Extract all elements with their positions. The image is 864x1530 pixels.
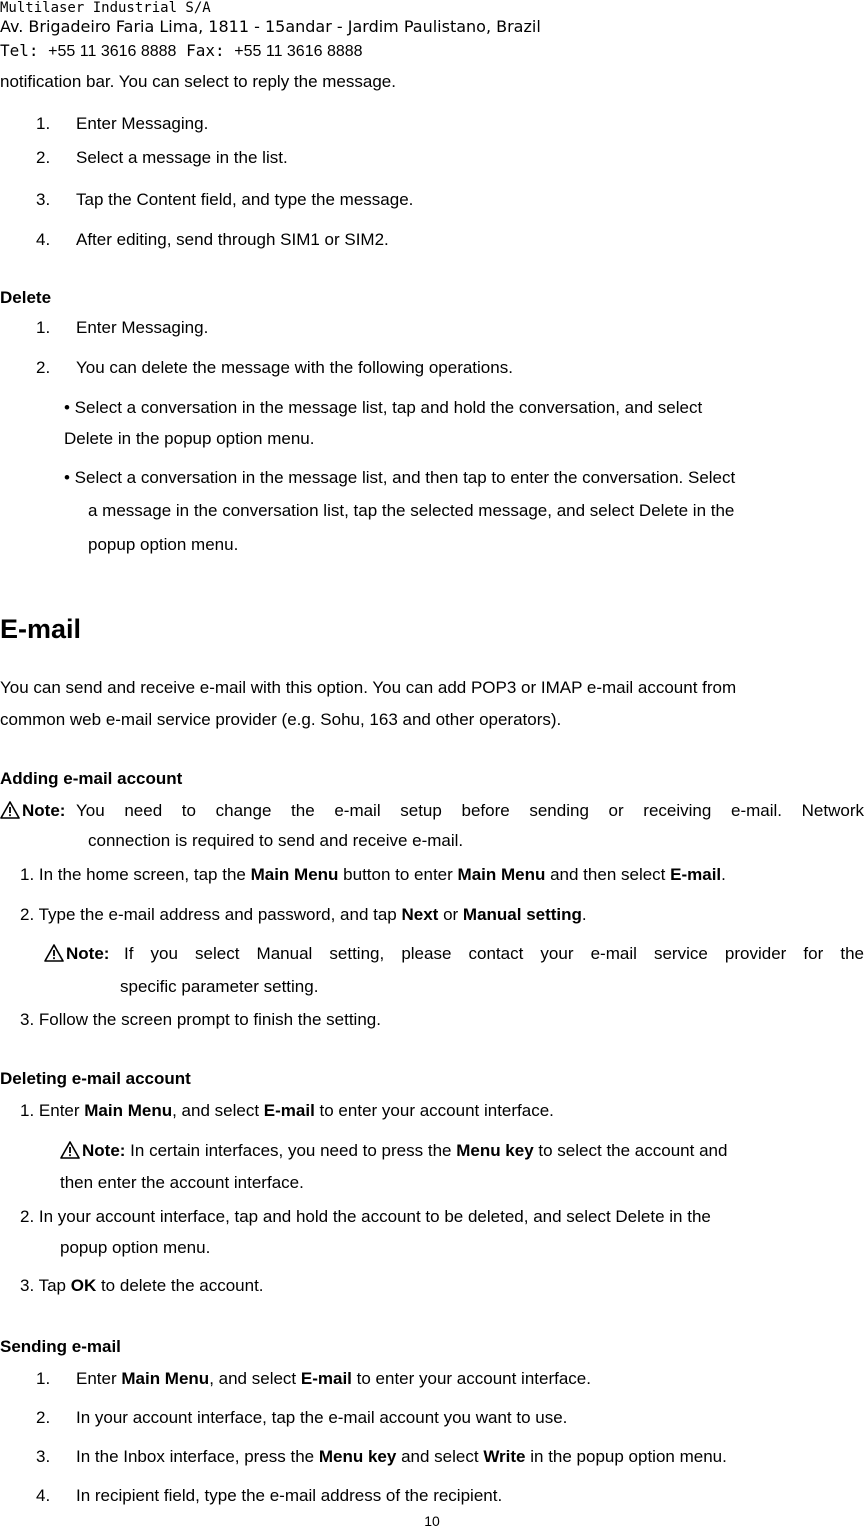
delete-bullet-line: • Select a conversation in the message list, and then tap to enter the conversation. Select <box>64 468 736 487</box>
adding-note2-line: If you select Manual setting, please contact your e-mail service provider for the <box>124 944 864 963</box>
reply-step-num: 3. <box>36 190 51 209</box>
sending-heading: Sending e-mail <box>0 1337 121 1356</box>
company-name: Multilaser Industrial S/A <box>0 0 211 16</box>
reply-step-num: 1. <box>36 114 51 133</box>
adding-note-label-row <box>0 799 65 823</box>
delete-bullet-line: Delete in the popup option menu. <box>64 429 315 448</box>
deleting-step-1: 1. Enter Main Menu, and select E-mail to enter your account interface. <box>20 1101 554 1120</box>
reply-step-text: Select a message in the list. <box>76 148 288 167</box>
delete-bullet-line: a message in the conversation list, tap the selected message, and select Delete in the <box>88 501 735 520</box>
adding-note-line: You need to change the e-mail setup before sending or receiving e-mail. Network <box>76 801 864 820</box>
note-label: Note: <box>82 1141 126 1160</box>
contact-line <box>0 40 363 63</box>
delete-bullet-line: • Select a conversation in the message list, tap and hold the conversation, and select <box>64 398 703 417</box>
deleting-account-heading: Deleting e-mail account <box>0 1069 191 1088</box>
delete-step-num: 2. <box>36 358 51 377</box>
sending-step-num: 2. <box>36 1408 51 1427</box>
adding-step-3: 3. Follow the screen prompt to finish the setting. <box>20 1010 381 1029</box>
deleting-step-2-cont: popup option menu. <box>60 1238 211 1257</box>
reply-step-text: Enter Messaging. <box>76 114 209 133</box>
delete-bullet-line: popup option menu. <box>88 535 239 554</box>
adding-note-line: connection is required to send and receive e-mail. <box>88 831 464 850</box>
deleting-step-2: 2. In your account interface, tap and hold the account to be deleted, and select Delete in the <box>20 1207 711 1226</box>
email-section-title: E-mail <box>0 614 82 644</box>
reply-step-text: After editing, send through SIM1 or SIM2. <box>76 230 389 249</box>
delete-step-text: Enter Messaging. <box>76 318 209 337</box>
reply-step-num: 4. <box>36 230 51 249</box>
sending-step-num: 1. <box>36 1369 51 1388</box>
deleting-step-3: 3. Tap OK to delete the account. <box>20 1276 264 1295</box>
sending-step-1: Enter Main Menu, and select E-mail to enter your account interface. <box>76 1369 591 1388</box>
warning-icon <box>44 944 64 962</box>
adding-note2-label-row <box>44 942 109 966</box>
sending-step-num: 3. <box>36 1447 51 1466</box>
adding-step-1: 1. In the home screen, tap the Main Menu button to enter Main Menu and then select E-mail. <box>20 865 726 884</box>
fax-number: +55 11 3616 8888 <box>234 43 363 60</box>
delete-step-num: 1. <box>36 318 51 337</box>
delete-step-text: You can delete the message with the following operations. <box>76 358 513 377</box>
fax-label: Fax: <box>186 41 225 60</box>
tel-label: Tel: <box>0 41 39 60</box>
reply-step-num: 2. <box>36 148 51 167</box>
intro-line: notification bar. You can select to reply the message. <box>0 72 396 91</box>
deleting-note-label-row: Note: In certain interfaces, you need to press the Menu key to select the account and <box>60 1139 727 1163</box>
sending-step-4: In recipient field, type the e-mail address of the recipient. <box>76 1486 503 1505</box>
sending-step-num: 4. <box>36 1486 51 1505</box>
adding-account-heading: Adding e-mail account <box>0 769 183 788</box>
adding-step-2: 2. Type the e-mail address and password, and tap Next or Manual setting. <box>20 905 587 924</box>
sending-step-2: In your account interface, tap the e-mail account you want to use. <box>76 1408 568 1427</box>
deleting-note-line: then enter the account interface. <box>60 1173 304 1192</box>
reply-step-text: Tap the Content field, and type the message. <box>76 190 414 209</box>
page-number: 10 <box>424 1513 440 1529</box>
company-address: Av. Brigadeiro Faria Lima, 1811 - 15andar - Jardim Paulistano, Brazil <box>0 17 541 36</box>
warning-icon <box>60 1141 80 1159</box>
email-description-line: You can send and receive e-mail with this option. You can add POP3 or IMAP e-mail account from <box>0 678 737 697</box>
note-label: Note: <box>66 944 110 963</box>
sending-step-3: In the Inbox interface, press the Menu key and select Write in the popup option menu. <box>76 1447 727 1466</box>
tel-number: +55 11 3616 8888 <box>48 43 177 60</box>
warning-icon <box>0 801 20 819</box>
delete-heading: Delete <box>0 288 52 307</box>
adding-note2-line: specific parameter setting. <box>120 977 319 996</box>
email-description-line: common web e-mail service provider (e.g. Sohu, 163 and other operators). <box>0 710 562 729</box>
note-label: Note: <box>22 801 66 820</box>
